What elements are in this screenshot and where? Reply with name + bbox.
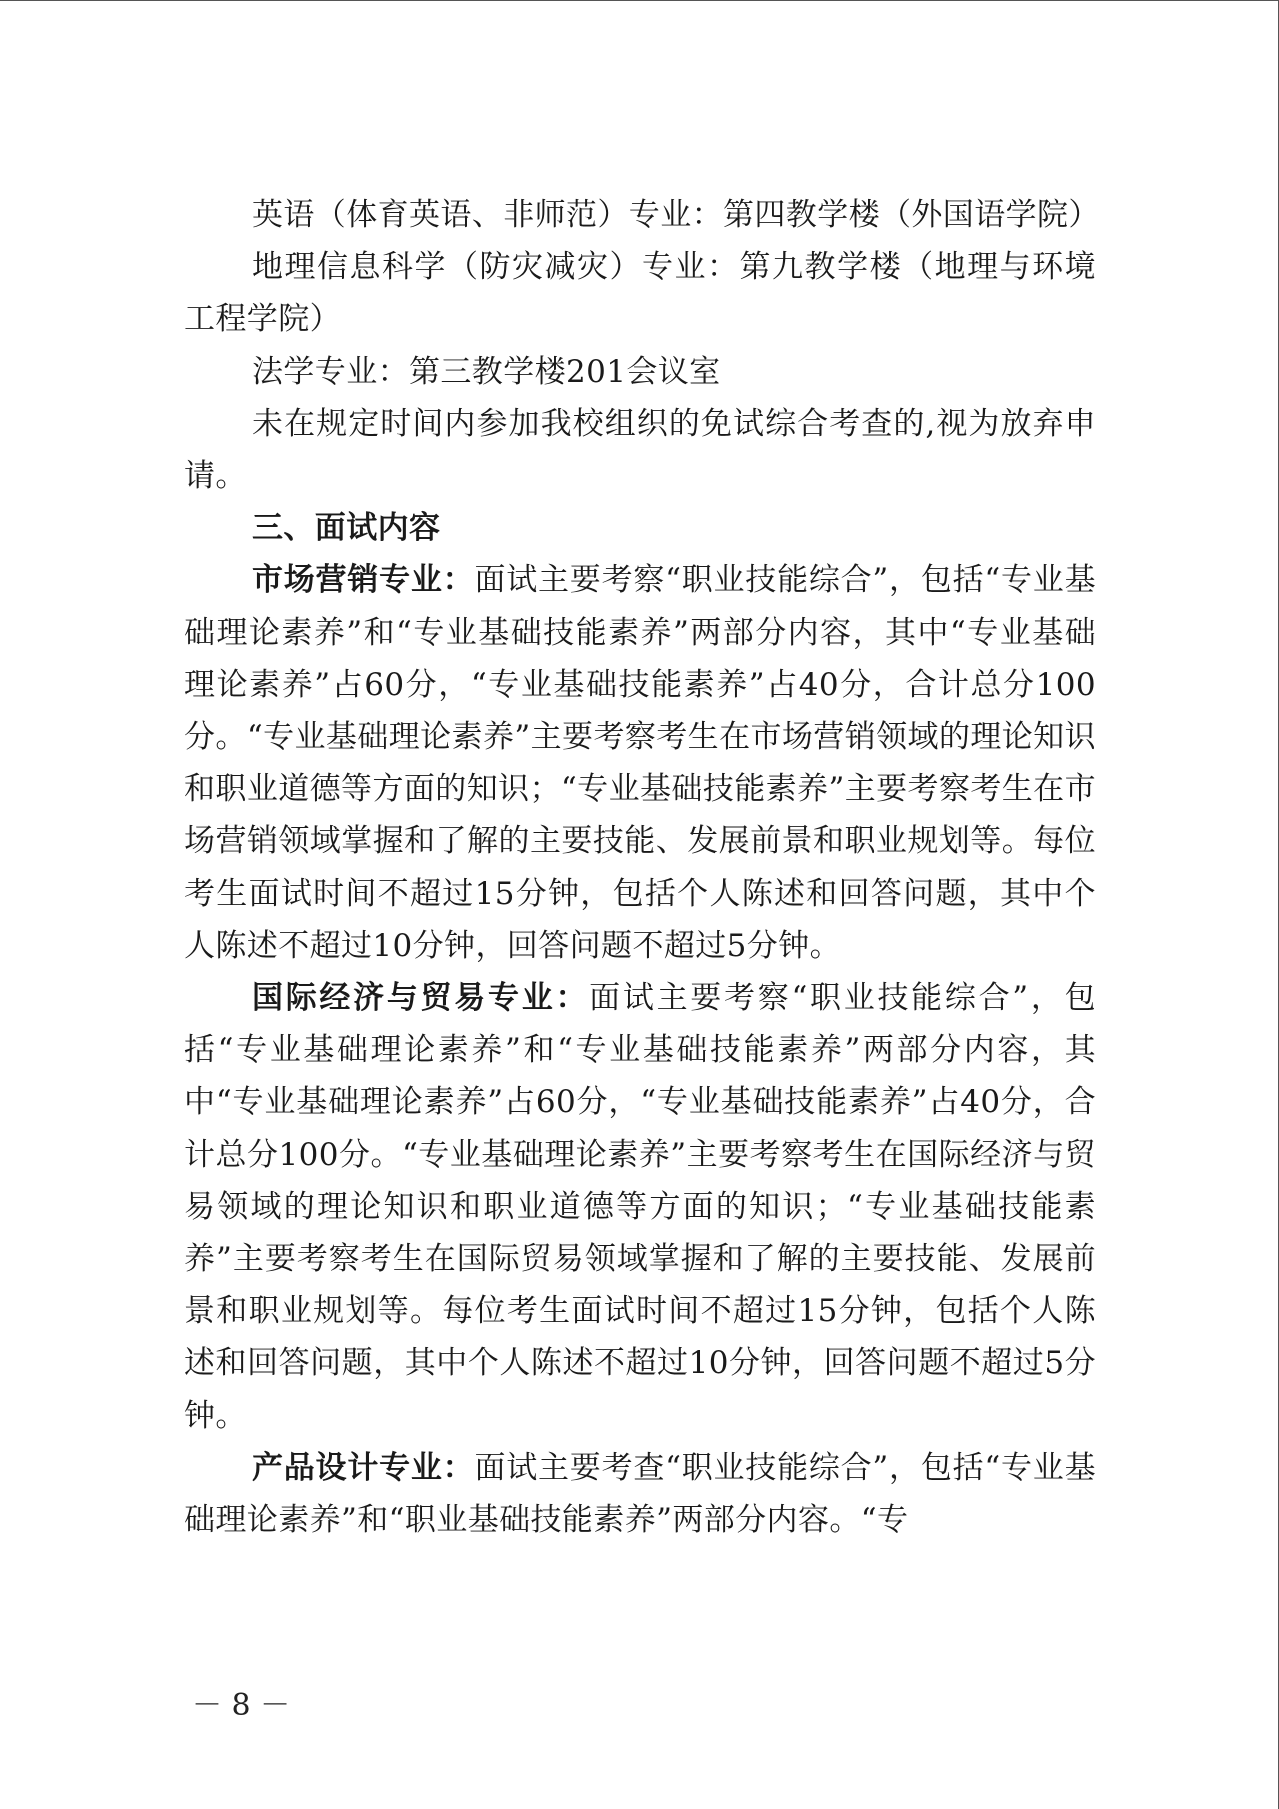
paragraph-english-location: 英语（体育英语、非师范）专业：第四教学楼（外国语学院） <box>252 197 1100 233</box>
major-title-product-design: 产品设计专业： <box>252 1449 475 1486</box>
paragraph-law-location: 法学专业：第三教学楼201会议室 <box>252 353 721 390</box>
major-text-product-design: 面试主要考查“职业技能综合”，包括“专业基础理论素养”和“职业基础技能素养”两部分内容。“专 <box>184 1449 1096 1539</box>
paragraph-international-trade <box>184 972 1096 1442</box>
major-title-international-trade: 国际经济与贸易专业： <box>252 980 590 1017</box>
paragraph-product-design <box>184 1442 1096 1546</box>
paragraph-geography-location: 地理信息科学（防灾减灾）专业：第九教学楼（地理与环境工程学院） <box>184 249 1096 338</box>
major-title-marketing: 市场营销专业： <box>252 562 475 599</box>
major-text-marketing: 面试主要考察“职业技能综合”，包括“专业基础理论素养”和“专业基础技能素养”两部分内容，其中“专业基础理论素养”占60分，“专业基础技能素养”占40分，合计总分100分。“专业基础理论素养”主要考察考生在市场营销领域的理论知识和职业道德等方面的知识；“专业基础技能素养”主要考察考生在市场营销领域掌握和了解的主要技能、发展前景和职业规划等。每位考生面试时间不超过15分钟，包括个人陈述和回答问题，其中个人陈述不超过10分钟，回答问题不超过5分钟。 <box>184 562 1096 964</box>
paragraph-absence-notice: 未在规定时间内参加我校组织的免试综合考查的,视为放弃申请。 <box>184 405 1096 495</box>
document-body <box>184 189 1100 1546</box>
major-text-international-trade: 面试主要考察“职业技能综合”，包括“专业基础理论素养”和“专业基础技能素养”两部分内容，其中“专业基础理论素养”占60分，“专业基础技能素养”占40分，合计总分100分。“专业基础理论素养”主要考察考生在国际经济与贸易领域的理论知识和职业道德等方面的知识；“专业基础技能素养”主要考察考生在国际贸易领域掌握和了解的主要技能、发展前景和职业规划等。每位考生面试时间不超过15分钟，包括个人陈述和回答问题，其中个人陈述不超过10分钟，回答问题不超过5分钟。 <box>184 980 1096 1434</box>
page-number-text: － 8 － <box>192 1688 291 1723</box>
section-heading-interview-content: 三、面试内容 <box>252 510 441 547</box>
paragraph-marketing <box>184 554 1096 972</box>
